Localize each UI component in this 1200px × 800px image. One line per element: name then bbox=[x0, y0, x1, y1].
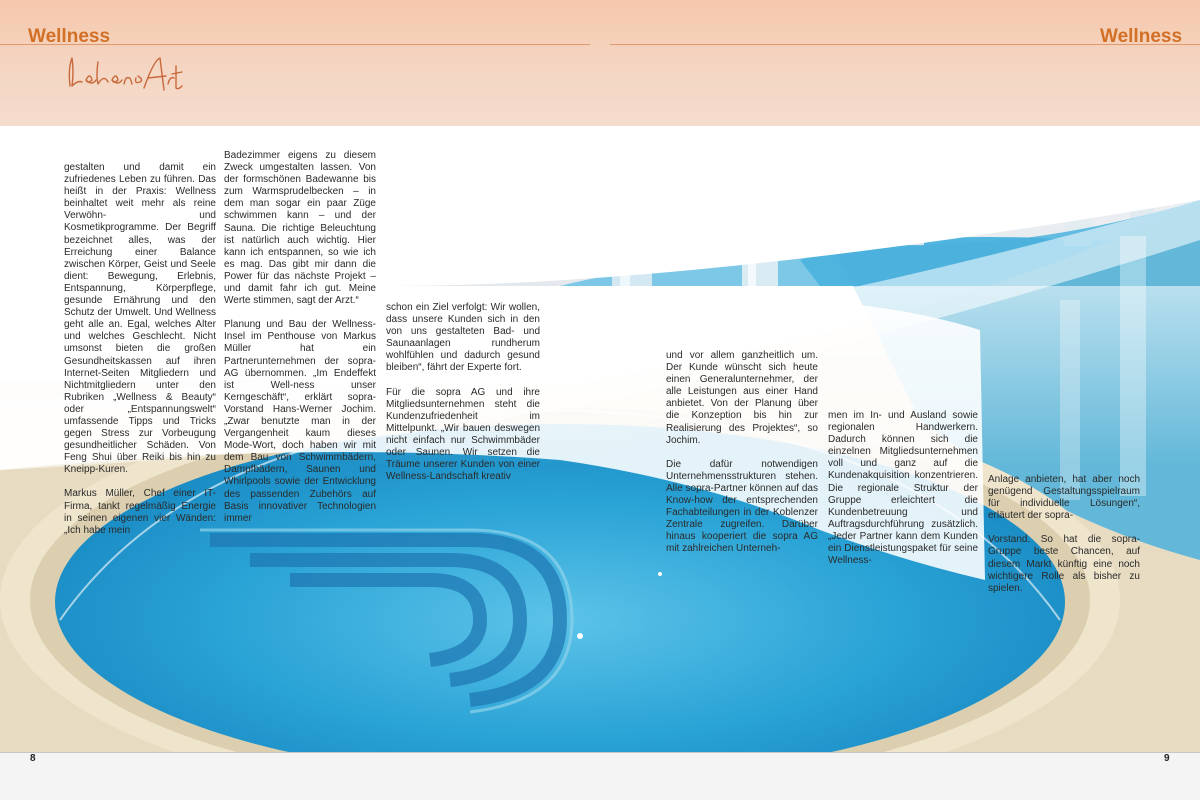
paragraph: und vor allem ganzheitlich um. Der Kunde wünscht sich heute einen Generalunternehmer, der alle Leistungen aus einer Hand anbietet. Von der Planung über die Konzeption bis hin zur Realisierung des Projektes“, so Jochim. bbox=[666, 350, 818, 446]
paragraph: Für die sopra AG und ihre Mitgliedsunternehmen steht die Kundenzufriedenheit im Mittelpunkt. „Wir bauen deswegen nicht einfach nur Schwimmbäder oder Saunen. Wir setzen die Träume unserer Kunden von einer Wellness-Landschaft kreativ bbox=[386, 386, 540, 483]
footer-strip bbox=[0, 752, 1200, 800]
page-number-left: 8 bbox=[30, 753, 36, 764]
text-column-4 bbox=[666, 350, 818, 568]
text-column-5 bbox=[828, 410, 978, 579]
paragraph: Vorstand. So hat die sopra-Gruppe beste Chancen, auf diesem Markt künftig eine noch wichtigere Rolle als bisher zu spielen. bbox=[988, 534, 1140, 594]
paragraph: Badezimmer eigens zu diesem Zweck umgestalten lassen. Von der formschönen Badewanne bis zum Warmsprudelbecken – in dem man sogar ein paar Züge schwimmen kann – und der Sauna. Die richtige Beleuchtung ist natürlich auch wichtig. Hier kann ich entspannen, so wie ich es mag. Das gibt mir dann die Power für das nächste Projekt – und damit fahr ich gut. Meine Werte stimmen, sagt der Arzt.“ bbox=[224, 150, 376, 307]
footer-rule bbox=[0, 752, 1200, 753]
paragraph: Planung und Bau der Wellness-Insel im Penthouse von Markus Müller hat ein Partnerunternehmen der sopra-AG übernommen. „Im Endeffekt ist Well-ness unser Kerngeschäft“, erklärt sopra-Vorstand Hans-Werner Jochim. „Zwar benutzte man in der Vergangenheit kaum dieses Mode-Wort, doch haben wir mit dem Bau von Schwimmbädern, Dampfbädern, Saunen und Whirlpools sowie der Entwicklung des passenden Zubehörs auf Basis innovativer Technologien immer bbox=[224, 319, 376, 524]
paragraph: Anlage anbieten, hat aber noch genügend Gestaltungsspielraum für individuelle Lösungen“, erläutert der sopra- bbox=[988, 474, 1140, 522]
paragraph: Die dafür notwendigen Unternehmensstrukturen stehen. Alle sopra-Partner können auf das Know-how der entsprechenden Fachabteilungen in der Koblenzer Zentrale zugreifen. Darüber hinaus kooperiert die sopra AG mit zahlreichen Unterneh- bbox=[666, 458, 818, 555]
page-number-right: 9 bbox=[1164, 753, 1170, 764]
text-column-3 bbox=[386, 302, 540, 495]
text-column-1 bbox=[64, 162, 216, 549]
section-title-left: Wellness bbox=[28, 26, 111, 47]
text-column-6 bbox=[988, 474, 1140, 607]
paragraph: schon ein Ziel verfolgt: Wir wollen, dass unsere Kunden sich in den von uns gestalteten Bad- und Saunaanlagen rundherum wohlfühlen und dadurch gesund bleiben“, fährt der Experte fort. bbox=[386, 302, 540, 374]
paragraph: men im In- und Ausland sowie regionalen Handwerkern. Dadurch können sich die einzelnen Mitgliedsunternehmen voll und ganz auf die Kundenakquisition konzentrieren. Die regionale Struktur der Gruppe erleichtert die Kundenbetreuung und Auftragsdurchführung zusätzlich. „Jeder Partner kann dem Kunden ein Dienstleistungspaket für seine Wellness- bbox=[828, 410, 978, 567]
lebens-art-script-logo bbox=[64, 50, 184, 98]
section-title-right: Wellness bbox=[1100, 26, 1183, 47]
paragraph: Markus Müller, Chef einer IT-Firma, tankt regelmäßig Energie in seinen eigenen vier Wänden: „Ich habe mein bbox=[64, 488, 216, 536]
paragraph: gestalten und damit ein zufriedenes Leben zu führen. Das heißt in der Praxis: Wellness beinhaltet weit mehr als reine Verwöhn- und Kosmetikprogramme. Der Begriff bezeichnet alles, was der Erreichung einer Balance zwischen Körper, Geist und Seele dient: Bewegung, Erlebnis, Entspannung, Körperpflege, gesunde Ernährung und den Schutz der Umwelt. Und Wellness geht alle an. Egal, welches Alter und welches Geschlecht. Nicht umsonst bieten die großen Gesundheitskassen auf ihren Internet-Seiten Mitgliedern und Nichtmitgliedern unter den Rubriken „Wellness & Beauty“ oder „Entspannungswelt“ umfassende Tipps und Tricks gegen Stress zur Vorbeugung gesundheitlicher Schäden. Von Feng Shui über Reiki bis hin zu Kneipp-Kuren. bbox=[64, 162, 216, 476]
text-column-2 bbox=[224, 150, 376, 537]
